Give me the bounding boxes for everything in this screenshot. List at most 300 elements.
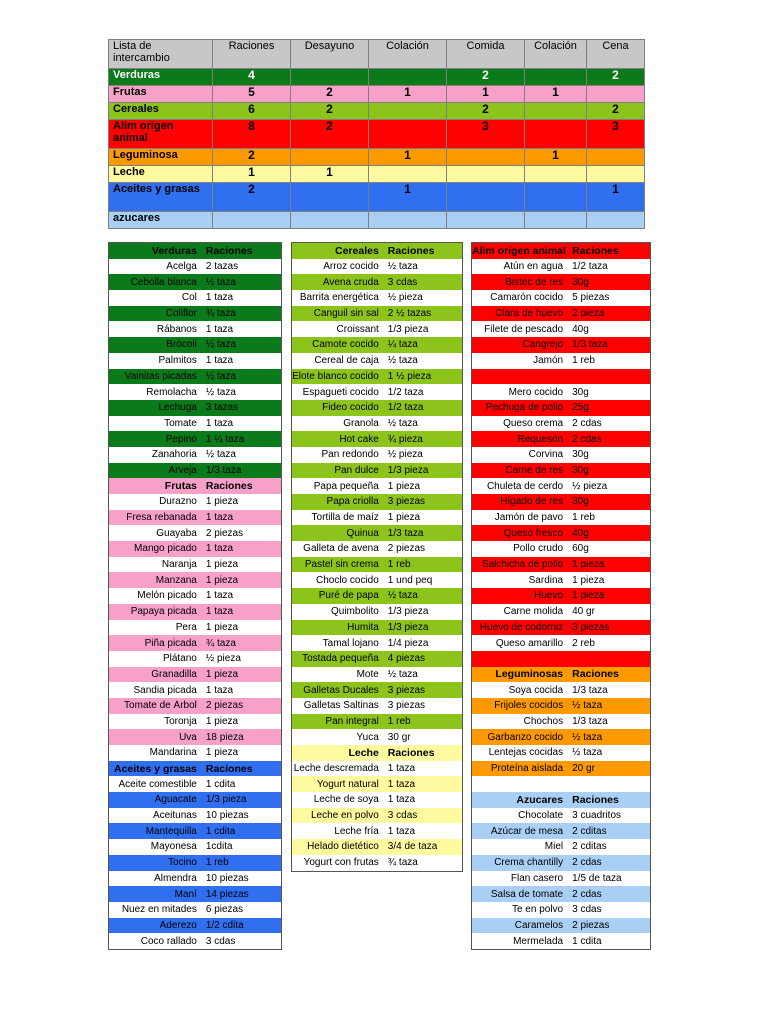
food-row bbox=[472, 745, 650, 761]
food-name: Carne de res bbox=[505, 464, 564, 476]
food-row bbox=[109, 902, 281, 918]
summary-value: 1 bbox=[587, 183, 645, 212]
summary-value: 2 bbox=[213, 149, 291, 166]
food-row bbox=[109, 290, 281, 306]
summary-value: 2 bbox=[213, 183, 291, 212]
food-row bbox=[109, 416, 281, 432]
food-portion: 1/3 taza bbox=[205, 464, 242, 476]
food-portion: 1 pieza bbox=[572, 574, 605, 586]
food-name: Papa pequeña bbox=[313, 480, 379, 492]
food-name: Tomate bbox=[164, 417, 197, 429]
food-portion: 2 cdas bbox=[572, 433, 602, 445]
section-title: Frutas bbox=[164, 480, 197, 493]
food-portion: 1 taza bbox=[205, 684, 234, 696]
food-row bbox=[292, 431, 462, 447]
food-row bbox=[292, 353, 462, 369]
summary-value bbox=[587, 166, 645, 183]
food-portion: 4 piezas bbox=[387, 653, 426, 665]
food-portion: 3 cdas bbox=[387, 810, 418, 822]
food-name: Atún en agua bbox=[503, 261, 564, 273]
food-portion: 1 cdita bbox=[572, 935, 602, 947]
food-name: Maní bbox=[174, 888, 197, 900]
food-name: Avena cruda bbox=[322, 276, 379, 288]
summary-value bbox=[587, 149, 645, 166]
food-portion: 1 pieza bbox=[205, 747, 239, 759]
food-portion: ½ taza bbox=[205, 449, 236, 461]
summary-value bbox=[291, 212, 369, 229]
food-row bbox=[292, 463, 462, 479]
food-name: Cangrejo bbox=[522, 339, 564, 351]
summary-group-name: Cereales bbox=[109, 103, 213, 120]
food-name: Pepino bbox=[165, 433, 197, 445]
food-row bbox=[472, 572, 650, 588]
food-name: Leche descremada bbox=[293, 763, 379, 775]
food-name: Mayonesa bbox=[150, 841, 197, 853]
food-row bbox=[109, 823, 281, 839]
food-row bbox=[472, 478, 650, 494]
food-row bbox=[109, 510, 281, 526]
food-name: Leche fría bbox=[334, 825, 379, 837]
food-name: Mote bbox=[356, 668, 379, 680]
food-portion: ½ pieza bbox=[387, 449, 423, 461]
section-portion-header: Raciones bbox=[572, 244, 619, 257]
section-portion-header: Raciones bbox=[572, 793, 619, 806]
food-name: Queso crema bbox=[503, 417, 564, 429]
summary-value bbox=[447, 212, 525, 229]
food-portion: 14 piezas bbox=[205, 888, 249, 900]
food-row bbox=[109, 729, 281, 745]
food-portion: 3 cdas bbox=[572, 904, 602, 916]
food-row bbox=[472, 306, 650, 322]
food-row bbox=[109, 353, 281, 369]
food-portion: 1 pieza bbox=[572, 590, 605, 602]
summary-value bbox=[525, 103, 587, 120]
section-portion-header: Raciones bbox=[387, 244, 435, 257]
food-portion: ¼ taza bbox=[387, 339, 418, 351]
food-row bbox=[292, 306, 462, 322]
food-portion: ¾ pieza bbox=[387, 433, 423, 445]
food-name: Garbanzo cocido bbox=[487, 731, 564, 743]
section-header bbox=[109, 478, 281, 494]
food-row bbox=[472, 823, 650, 839]
food-portion: 10 piezas bbox=[205, 872, 249, 884]
food-name: Aderezo bbox=[159, 919, 197, 931]
food-row bbox=[472, 557, 650, 573]
food-row bbox=[292, 525, 462, 541]
summary-row bbox=[109, 212, 645, 229]
food-portion: 2 cditas bbox=[572, 825, 607, 837]
food-portion: 1 pieza bbox=[387, 512, 421, 524]
food-row bbox=[109, 541, 281, 557]
food-name: Brócoli bbox=[166, 339, 197, 351]
food-row bbox=[109, 384, 281, 400]
summary-value: 2 bbox=[291, 86, 369, 103]
food-row bbox=[292, 447, 462, 463]
food-row bbox=[292, 635, 462, 651]
food-portion: 25g bbox=[572, 402, 589, 414]
food-row bbox=[472, 871, 650, 887]
summary-group-name: Alim origen animal bbox=[109, 120, 213, 149]
food-portion: 2 cditas bbox=[572, 841, 607, 853]
food-row bbox=[472, 729, 650, 745]
food-name: Durazno bbox=[159, 496, 197, 508]
summary-value: 1 bbox=[291, 166, 369, 183]
food-portion: 2 tazas bbox=[205, 261, 239, 273]
food-row bbox=[109, 588, 281, 604]
food-name: Camote cocido bbox=[312, 339, 379, 351]
food-portion: 40g bbox=[572, 323, 589, 335]
food-portion: ½ taza bbox=[387, 417, 418, 429]
food-name: Almendra bbox=[154, 872, 197, 884]
food-row bbox=[292, 855, 462, 871]
summary-value bbox=[525, 212, 587, 229]
food-portion: 40 gr bbox=[572, 606, 595, 618]
food-row bbox=[472, 682, 650, 698]
food-row bbox=[472, 698, 650, 714]
food-portion: 1 taza bbox=[205, 355, 234, 367]
food-row bbox=[109, 525, 281, 541]
food-portion: 1/3 pieza bbox=[387, 621, 429, 633]
food-name: Chuleta de cerdo bbox=[486, 480, 564, 492]
food-portion: 30 gr bbox=[387, 731, 411, 743]
summary-value: 2 bbox=[587, 69, 645, 86]
food-name: Lechuga bbox=[158, 402, 197, 414]
food-portion: 1 reb bbox=[387, 715, 411, 727]
food-name: Fresa rebanada bbox=[126, 512, 197, 524]
food-portion: 3 cdas bbox=[387, 276, 418, 288]
food-row bbox=[109, 918, 281, 934]
food-portion: 2 pieza bbox=[572, 308, 605, 320]
food-name: Hot cake bbox=[339, 433, 379, 445]
food-name: Aguacate bbox=[154, 794, 197, 806]
food-row bbox=[292, 321, 462, 337]
food-name: Sardina bbox=[528, 574, 564, 586]
exchange-summary-table bbox=[108, 39, 645, 229]
summary-value bbox=[369, 212, 447, 229]
food-row bbox=[472, 808, 650, 824]
food-row bbox=[292, 839, 462, 855]
summary-header-cell: Lista de intercambio bbox=[109, 40, 213, 69]
food-row bbox=[109, 463, 281, 479]
food-row bbox=[472, 400, 650, 416]
section-portion-header: Raciones bbox=[205, 762, 253, 775]
food-row bbox=[292, 729, 462, 745]
food-name: Clara de huevo bbox=[495, 308, 564, 320]
food-portion: 3 piezas bbox=[387, 496, 426, 508]
food-name: Coco rallado bbox=[140, 935, 197, 947]
food-row bbox=[109, 933, 281, 949]
food-portion: 1/5 de taza bbox=[572, 872, 622, 884]
food-portion: 1 ¼ taza bbox=[205, 433, 245, 445]
food-name: Salsa de tomate bbox=[490, 888, 564, 900]
summary-header-cell: Colación bbox=[369, 40, 447, 69]
food-name: Galleta de avena bbox=[303, 543, 379, 555]
food-name: Toronja bbox=[164, 715, 197, 727]
food-portion: 1/3 pieza bbox=[205, 794, 247, 806]
food-row bbox=[292, 620, 462, 636]
food-name: Puré de papa bbox=[318, 590, 379, 602]
food-row bbox=[292, 588, 462, 604]
food-portion: 1/4 pieza bbox=[387, 637, 429, 649]
food-portion: 2 cdas bbox=[572, 857, 602, 869]
food-row bbox=[109, 776, 281, 792]
section-title: Cereales bbox=[335, 244, 379, 257]
food-portion: 1/3 pieza bbox=[387, 323, 429, 335]
food-name: Pechuga de pollo bbox=[485, 402, 564, 414]
food-name: Yogurt con frutas bbox=[303, 857, 379, 869]
food-portion: ½ pieza bbox=[205, 653, 241, 665]
section-title: Verduras bbox=[151, 244, 197, 257]
food-name: Guayaba bbox=[156, 527, 197, 539]
food-name: Lentejas cocidas bbox=[488, 747, 564, 759]
food-name: Corvina bbox=[528, 449, 564, 461]
food-portion: 1/3 taza bbox=[572, 339, 608, 351]
food-name: Remolacha bbox=[146, 386, 197, 398]
food-portion: 1 pieza bbox=[205, 621, 239, 633]
food-row bbox=[109, 306, 281, 322]
food-row bbox=[109, 337, 281, 353]
food-row bbox=[472, 918, 650, 934]
food-row bbox=[292, 400, 462, 416]
food-row bbox=[109, 635, 281, 651]
food-name: Aceite comestible bbox=[118, 778, 197, 790]
food-portion: 30g bbox=[572, 496, 589, 508]
food-portion: 1 ½ pieza bbox=[387, 370, 432, 382]
food-row bbox=[472, 776, 650, 792]
summary-value bbox=[369, 103, 447, 120]
food-row bbox=[292, 604, 462, 620]
food-name: Jamón bbox=[533, 355, 564, 367]
food-name: Naranja bbox=[161, 559, 197, 571]
food-row bbox=[292, 384, 462, 400]
food-name: Uva bbox=[179, 731, 197, 743]
food-portion: 1 pieza bbox=[205, 496, 239, 508]
food-name: Flan casero bbox=[510, 872, 564, 884]
food-row bbox=[472, 369, 650, 385]
food-name: Canguil sin sal bbox=[313, 308, 379, 320]
food-portion: 1cdita bbox=[205, 841, 233, 853]
food-portion: 30g bbox=[572, 449, 589, 461]
food-row bbox=[472, 259, 650, 275]
food-name: Piña picada bbox=[144, 637, 197, 649]
food-name: Carne molida bbox=[503, 606, 564, 618]
food-portion: 1/3 taza bbox=[572, 684, 608, 696]
food-name: Choclo cocido bbox=[315, 574, 379, 586]
food-row bbox=[472, 604, 650, 620]
food-row bbox=[109, 431, 281, 447]
summary-value: 2 bbox=[447, 69, 525, 86]
summary-group-name: Verduras bbox=[109, 69, 213, 86]
food-portion: 1 taza bbox=[205, 606, 234, 618]
food-portion: 3 piezas bbox=[572, 621, 610, 633]
food-name: Acelga bbox=[166, 261, 197, 273]
summary-value: 2 bbox=[291, 120, 369, 149]
food-portion: 1 reb bbox=[572, 512, 595, 524]
summary-value bbox=[525, 120, 587, 149]
food-row bbox=[292, 808, 462, 824]
food-name: Soya cocida bbox=[508, 684, 564, 696]
food-name: Palmitos bbox=[158, 355, 197, 367]
summary-value bbox=[587, 212, 645, 229]
food-portion: ¾ taza bbox=[205, 308, 236, 320]
summary-value: 4 bbox=[213, 69, 291, 86]
food-name: Te en polvo bbox=[511, 904, 564, 916]
food-name: Pan redondo bbox=[321, 449, 379, 461]
summary-value bbox=[587, 86, 645, 103]
food-name: Espagueti cocido bbox=[302, 386, 379, 398]
food-portion: 3 cuadritos bbox=[572, 810, 622, 822]
food-row bbox=[472, 494, 650, 510]
food-portion: 3 cdas bbox=[205, 935, 236, 947]
summary-value: 3 bbox=[587, 120, 645, 149]
food-name: Pastel sin crema bbox=[304, 559, 379, 571]
food-portion: ¾ taza bbox=[387, 857, 418, 869]
food-name: Elote blanco cocido bbox=[292, 370, 379, 382]
food-row bbox=[109, 745, 281, 761]
food-portion: 1/2 taza bbox=[387, 402, 424, 414]
food-row bbox=[472, 321, 650, 337]
food-row bbox=[109, 651, 281, 667]
summary-value: 1 bbox=[369, 183, 447, 212]
summary-value bbox=[291, 149, 369, 166]
food-portion: 30g bbox=[572, 464, 589, 476]
food-row bbox=[292, 682, 462, 698]
food-name: Hígado de res bbox=[500, 496, 564, 508]
food-row bbox=[472, 902, 650, 918]
summary-value: 1 bbox=[369, 86, 447, 103]
food-name: Pan integral bbox=[325, 715, 379, 727]
food-row bbox=[472, 839, 650, 855]
food-portion: 30g bbox=[572, 276, 589, 288]
summary-value: 1 bbox=[213, 166, 291, 183]
food-portion: 1 taza bbox=[205, 512, 234, 524]
food-name: Manzana bbox=[155, 574, 197, 586]
food-name: Aceitunas bbox=[152, 810, 197, 822]
food-portion: 1 pieza bbox=[205, 574, 239, 586]
food-portion: ½ taza bbox=[387, 355, 418, 367]
food-row bbox=[292, 416, 462, 432]
food-name: Sandia picada bbox=[133, 684, 197, 696]
food-name: Col bbox=[181, 292, 197, 304]
food-row bbox=[109, 682, 281, 698]
food-portion: 1 taza bbox=[205, 417, 234, 429]
summary-value bbox=[525, 69, 587, 86]
summary-value bbox=[369, 166, 447, 183]
section-title: Leche bbox=[348, 746, 379, 759]
section-title: Alim origen animal bbox=[472, 244, 566, 257]
summary-value: 2 bbox=[291, 103, 369, 120]
food-name: Bistec de res bbox=[505, 276, 564, 288]
food-row bbox=[109, 259, 281, 275]
food-name: Arroz cocido bbox=[323, 261, 379, 273]
food-name: Granadilla bbox=[151, 668, 197, 680]
food-portion: 1 reb bbox=[205, 857, 229, 869]
food-portion: ½ taza bbox=[205, 386, 236, 398]
summary-value: 1 bbox=[525, 86, 587, 103]
food-name: Azúcar de mesa bbox=[490, 825, 564, 837]
summary-value bbox=[291, 69, 369, 86]
food-name: Melón picado bbox=[137, 590, 197, 602]
summary-value: 3 bbox=[447, 120, 525, 149]
food-row bbox=[109, 839, 281, 855]
summary-value: 1 bbox=[369, 149, 447, 166]
food-row bbox=[472, 384, 650, 400]
food-portion: 1 und peq bbox=[387, 574, 433, 586]
food-row bbox=[472, 353, 650, 369]
food-row bbox=[292, 761, 462, 777]
food-row bbox=[109, 447, 281, 463]
summary-value bbox=[369, 69, 447, 86]
food-portion: 5 piezas bbox=[572, 292, 610, 304]
food-portion: ½ taza bbox=[205, 339, 236, 351]
food-name: Huevo de codorniz bbox=[479, 621, 564, 633]
food-portion: 3 piezas bbox=[387, 700, 426, 712]
food-row bbox=[472, 541, 650, 557]
summary-group-name: Aceites y grasas bbox=[109, 183, 213, 212]
food-name: Salchicha de pollo bbox=[481, 559, 564, 571]
food-name: Requesón bbox=[517, 433, 564, 445]
food-row bbox=[292, 541, 462, 557]
food-portion: 10 piezas bbox=[205, 810, 249, 822]
food-name: Caramelos bbox=[514, 919, 564, 931]
food-row bbox=[292, 714, 462, 730]
food-portion: 1 cdita bbox=[205, 825, 236, 837]
food-row bbox=[109, 667, 281, 683]
food-row bbox=[472, 714, 650, 730]
food-name: Huevo bbox=[534, 590, 564, 602]
food-name: Rábanos bbox=[156, 323, 197, 335]
food-row bbox=[109, 886, 281, 902]
food-name: Papa criolla bbox=[326, 496, 379, 508]
food-row bbox=[109, 871, 281, 887]
food-name: Mermelada bbox=[513, 935, 564, 947]
food-row bbox=[472, 525, 650, 541]
food-portion: ½ taza bbox=[205, 370, 236, 382]
food-name: Mero cocido bbox=[508, 386, 564, 398]
food-name: Proteína aislada bbox=[490, 763, 564, 775]
food-name: Mango picado bbox=[134, 543, 197, 555]
section-header bbox=[472, 792, 650, 808]
food-portion: 40g bbox=[572, 527, 589, 539]
food-name: Crema chantilly bbox=[494, 857, 564, 869]
food-portion: 1 pieza bbox=[572, 559, 605, 571]
food-name: Frijoles cocidos bbox=[494, 700, 564, 712]
summary-value: 8 bbox=[213, 120, 291, 149]
food-portion: 20 gr bbox=[572, 763, 595, 775]
food-portion: 6 piezas bbox=[205, 904, 244, 916]
summary-value: 6 bbox=[213, 103, 291, 120]
food-portion: 1 taza bbox=[387, 778, 416, 790]
food-row bbox=[292, 557, 462, 573]
food-row bbox=[292, 572, 462, 588]
summary-value bbox=[525, 183, 587, 212]
summary-value bbox=[525, 166, 587, 183]
food-portion: 1 taza bbox=[205, 323, 234, 335]
food-portion: ½ taza bbox=[387, 261, 418, 273]
food-name: Coliflor bbox=[165, 308, 197, 320]
summary-value bbox=[291, 183, 369, 212]
food-row bbox=[109, 572, 281, 588]
food-name: Vainitas picadas bbox=[124, 370, 197, 382]
food-row bbox=[109, 855, 281, 871]
food-row bbox=[109, 274, 281, 290]
food-portion: 1/3 pieza bbox=[387, 606, 429, 618]
food-name: Tocino bbox=[167, 857, 197, 869]
food-portion: 1 cdita bbox=[205, 778, 236, 790]
food-portion: 1/2 taza bbox=[387, 386, 424, 398]
food-name: Yuca bbox=[356, 731, 379, 743]
food-name: Galletas Ducales bbox=[303, 684, 379, 696]
